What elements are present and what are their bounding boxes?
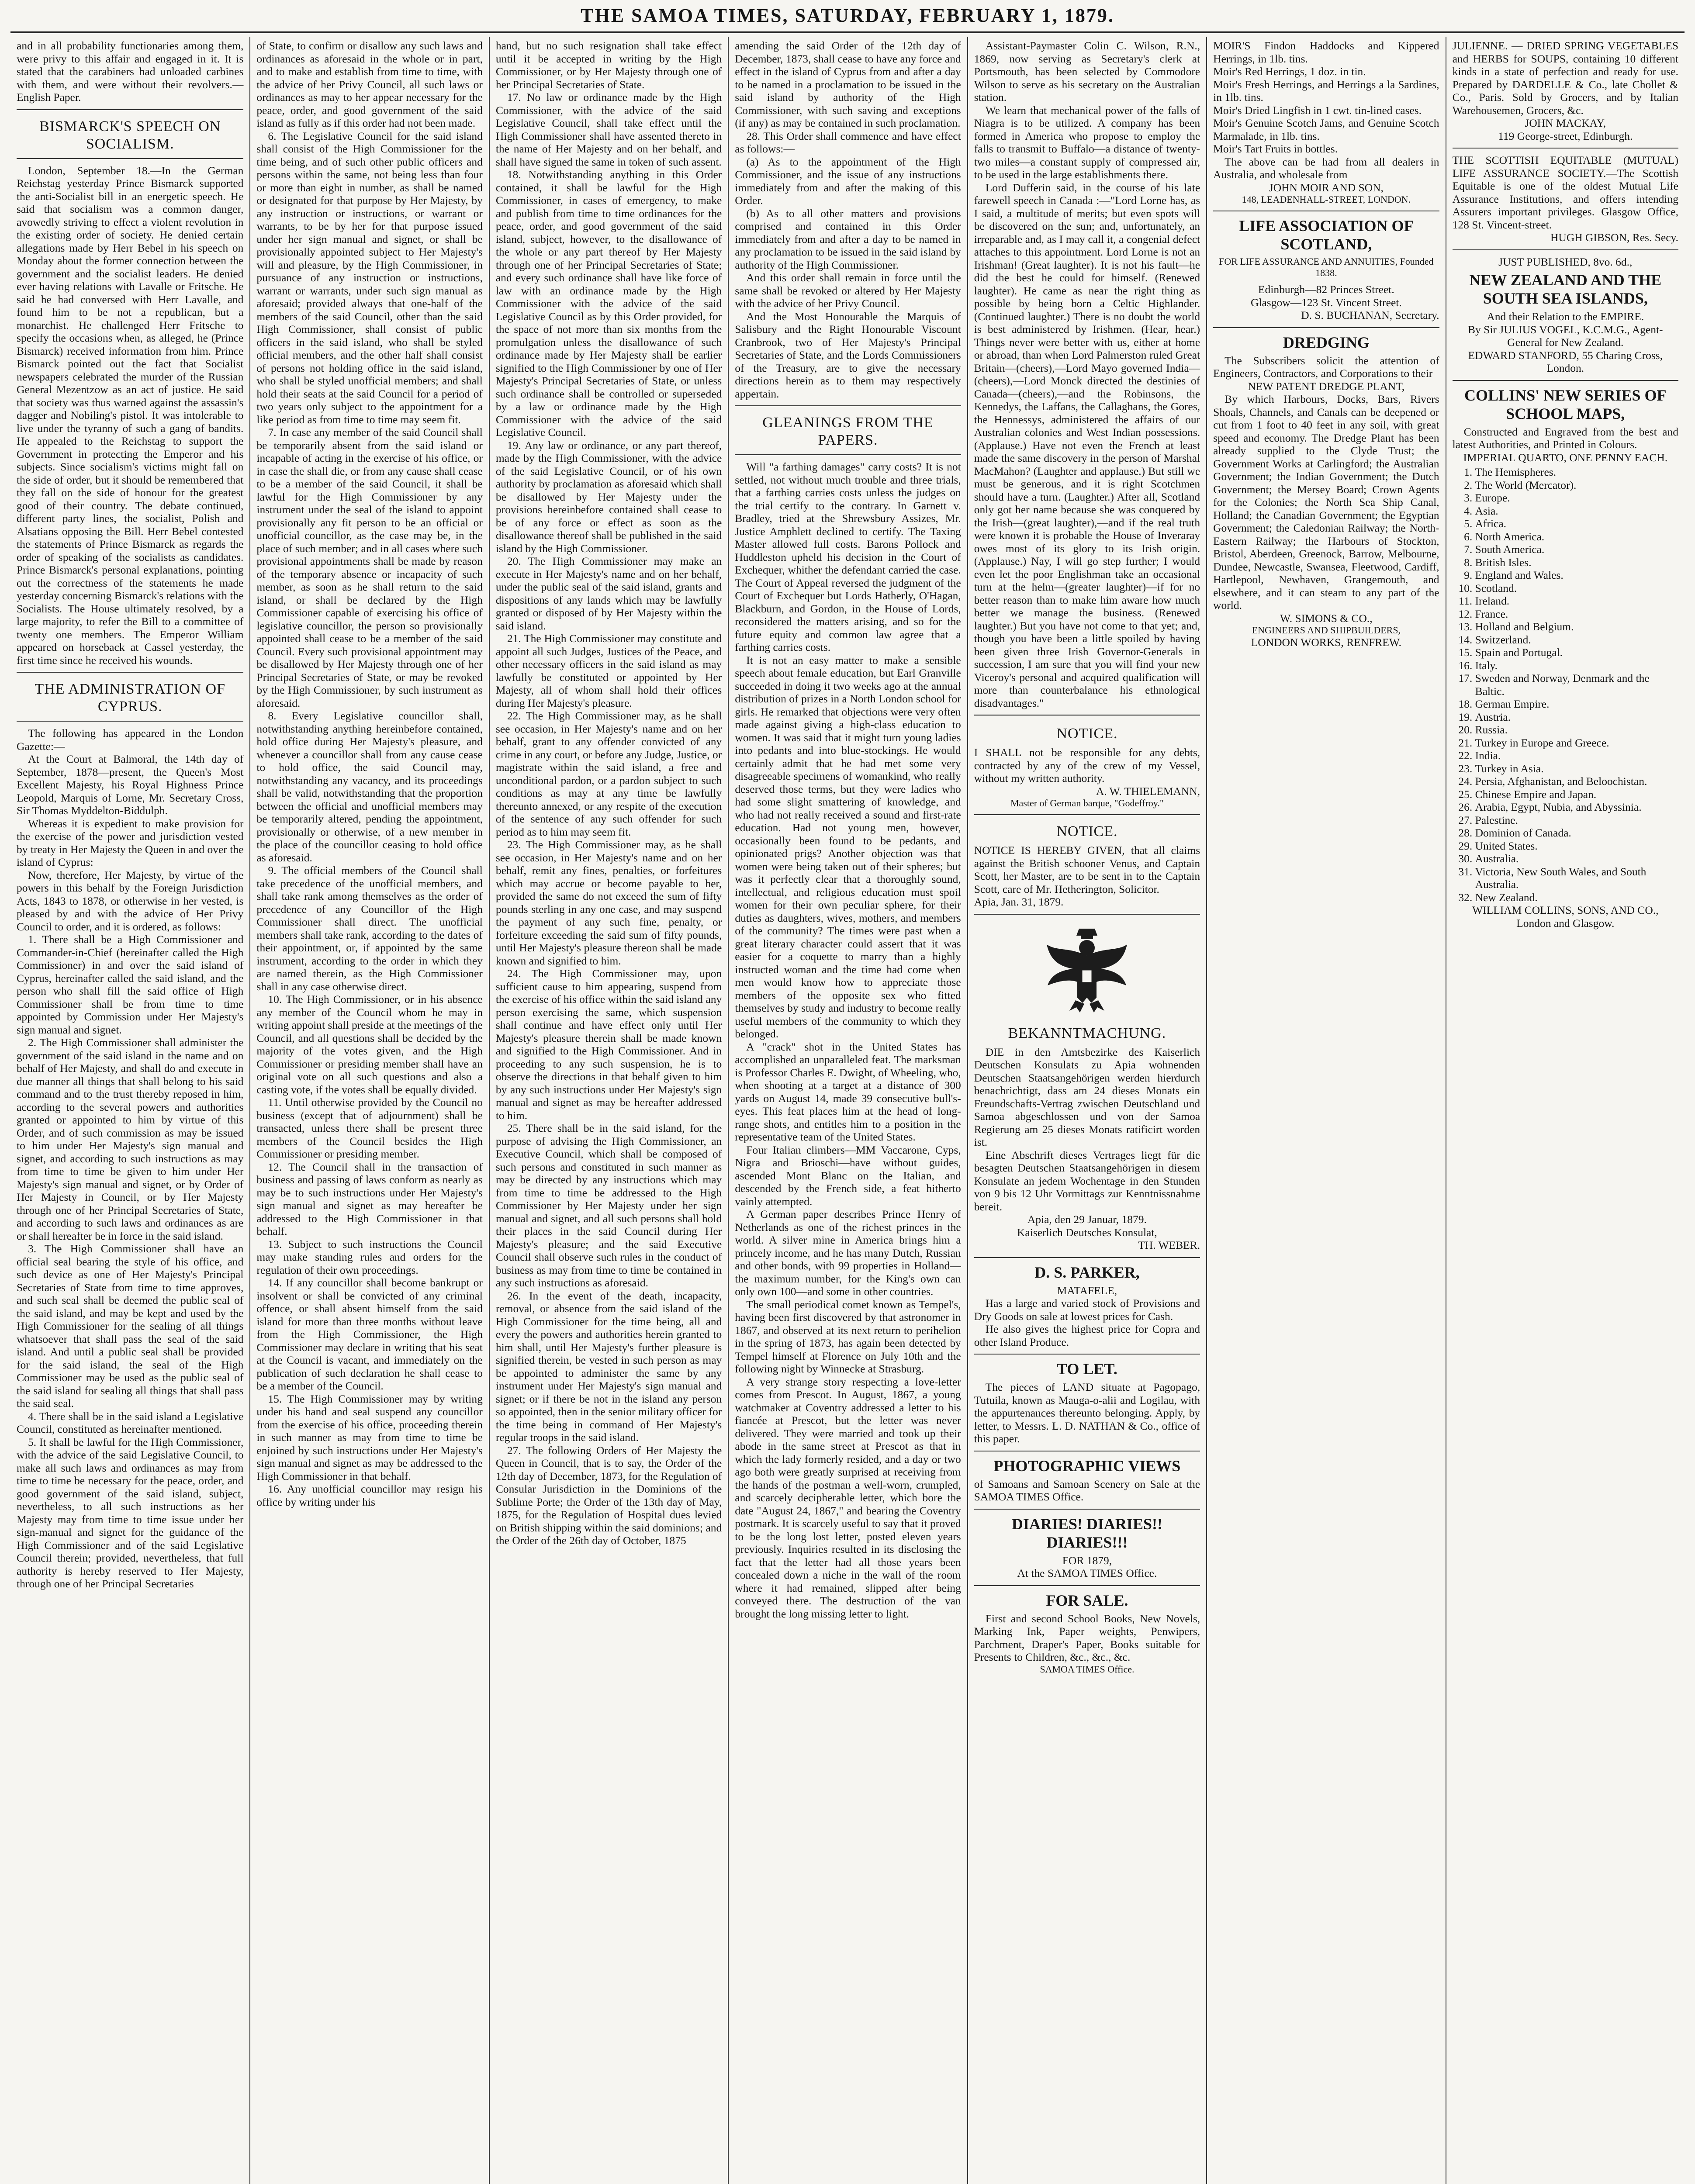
ad-heading: DIARIES! DIARIES!! DIARIES!!! <box>1011 1515 1162 1551</box>
cyprus-para: 6. The Legislative Council for the said island shall consist of the High Commissioner for the time being, and of such other public officers and persons within the same, not being less than four or more than eight in number, as shall be named or designated for that purpose by Her Majesty, by any instruction or instructions, or warrant or warrants, to be by her for that purpose issued under her sign manual and signet, or shall be provisionally appointed subject to Her Majesty's will and pleasure, by the High Commissioner, in pursuance of any instruction or instructions, warrant or warrants, under such sign manual as aforesaid; provided always that one-half of the members of the said Council, other than the said High Commissioner, shall consist of public officers in the said island, who shall be styled official members, and the other half shall consist of persons not holding office in the said island, who shall be styled unofficial members; and shall hold their seats at the said Council for a period of two years only subject to the appointment for a like period as from time to time may seem fit. <box>256 129 483 426</box>
list-item: 3. Europe. <box>1475 491 1678 505</box>
cyprus-para: 15. The High Commissioner may by writing under his hand and seal suspend any councillor from the exercise of his office, proceeding therein in such manner as may from time to time be enjoined by such instructions under Her Majesty's sign manual and signet as may be addressed to the High Commissioner in that behalf. <box>256 1392 483 1482</box>
list-item: 7. South America. <box>1475 543 1678 556</box>
ad-address: LONDON WORKS, RENFREW. <box>1251 636 1401 649</box>
ad-text: By which Harbours, Docks, Bars, Rivers Shoals, Channels, and Canals can be deepened or cut from 1 foot to 40 feet in any soil, with great speed and economy. The Dredge Plant has been already supplied to the Clyde Trust; the Government Works at Carlingford; the Australian Government; the Indian Government; the Dutch Government; the Mersey Board; Crown Agents for the Colonies; the North Sea Ship Canal, Holland; the Canadian Government; the Egyptian Government; the Caledonian Railway; the North-Eastern Railway; the Harbours of Stockton, Bristol, Aberdeen, Greenock, Barrow, Melbourne, Dundee, Newcastle, Swansea, Fleetwood, Cardiff, Hartlepool, Newhaven, Grangemouth, and elsewhere, and it can steam to any part of the world. <box>1213 393 1439 612</box>
notice-text: Eine Abschrift dieses Vertrages liegt für die besagten Deutschen Staatsangehörigen in diesem Konsulate an jedem Wochentage in den Stunden von 9 bis 12 Uhr Vormittags zur Kenntnissnahme bereit. <box>974 1148 1200 1213</box>
cyprus-para: 7. In case any member of the said Council shall be temporarily absent from the said island or incapable of acting in the exercise of his office, or in case the shall die, or from any cause shall cease to be a member of the said Council, it shall be lawful for the High Commissioner by any instrument under the seal of the island to appoint provisionally any fit person to be an official or unofficial councillor, as the case may be, in the place of such member; and in all cases where such provisional appointments shall be made by reason of the temporary absence or incapacity of such member, as soon as he shall return to the said island, or shall be declared by the High Commissioner capable of exercising his office of legislative councillor, the person so provisionally appointed shall cease to be a member of the said Council. Every such provisional appointment may be disallowed by Her Majesty through one of her Principal Secretaries of State, or may be revoked by the High Commissioner, by such instrument as aforesaid. <box>256 426 483 709</box>
ad-text: of Samoans and Samoan Scenery on Sale at the SAMOA TIMES Office. <box>974 1477 1200 1503</box>
cyprus-para: 14. If any councillor shall become bankrupt or insolvent or shall be convicted of any criminal offence, or shall absent himself from the said island for more than three months without leave from the High Commissioner, the High Commissioner may declare in writing that his seat at the Council is vacant, and immediately on the publication of such declaration he shall cease to be a member of the Council. <box>256 1276 483 1392</box>
list-item: 29. United States. <box>1475 840 1678 853</box>
divider <box>974 1509 1200 1510</box>
list-item: 32. New Zealand. <box>1475 891 1678 904</box>
cyprus-para: 28. This Order shall commence and have effect as follows:— <box>735 129 961 155</box>
divider <box>974 1585 1200 1586</box>
notice-heading: NOTICE. <box>1056 823 1118 840</box>
ad-text: The Subscribers solicit the attention of Engineers, Contractors, and Corporations to their <box>1213 354 1439 380</box>
cyprus-para: 2. The High Commissioner shall administer the government of the said island in the name and on behalf of Her Majesty, and shall do and execute in due manner all things that shall belong to his said command and to the trust thereby reposed in him, according to the several powers and authorities granted or appointed to him by virtue of this Order, and of such commission as may be issued to him under Her Majesty's sign manual and signet, and according to such instructions as may from time to time be given to him under Her Majesty's sign manual and signet, or by Order of Her Majesty in Council, or by Her Majesty through one of her Principal Secretaries of State, and according to such laws and ordinances as are or shall hereafter be in force in the said island. <box>17 1036 244 1242</box>
gleaning-item: We learn that mechanical power of the falls of Niagra is to be utilized. A company has been formed in America who propose to employ the falls to transmit to Buffalo—a distance of twenty-two miles—a constant supply of compressed air, to be used in the large establishments there. <box>974 104 1200 181</box>
ad-heading: COLLINS' NEW SERIES OF SCHOOL MAPS, <box>1464 386 1667 422</box>
gleaning-item: Assistant-Paymaster Colin C. Wilson, R.N., 1869, now serving as Secretary's clerk at Portsmouth, has been selected by Commodore Wilson to serve as his secretary on the Australian station. <box>974 39 1200 104</box>
ad-signature: SAMOA TIMES Office. <box>1040 1663 1135 1675</box>
ad-text: At the SAMOA TIMES Office. <box>1017 1567 1157 1579</box>
divider <box>735 454 961 455</box>
list-item: 22. India. <box>1475 749 1678 762</box>
list-item: 14. Switzerland. <box>1475 633 1678 646</box>
column-6 <box>1206 37 1445 2184</box>
ad-heading: JUST PUBLISHED, 8vo. 6d., <box>1498 255 1633 268</box>
gleaning-item: A German paper describes Prince Henry of Netherlands as one of the richest princes in the world. A silver mine in America brings him a princely income, and he has many Dutch, Russian and other bonds, with 99 properties in Holland—the maximum number, for the King's own can only own 100—and some in other countries. <box>735 1208 961 1298</box>
cyprus-para: And the Most Honourable the Marquis of Salisbury and the Right Honourable Viscount Cranbrook, two of Her Majesty's Principal Secretaries of State, and the Lords Commissioners of the Treasury, are to give the necessary directions herein as to them may respectively appertain. <box>735 310 961 400</box>
notice-signature: TH. WEBER. <box>1138 1239 1200 1251</box>
ad-signature: JOHN MOIR AND SON, <box>1269 181 1384 194</box>
list-item: 17. Sweden and Norway, Denmark and the Baltic. <box>1475 672 1678 698</box>
list-item: 8. British Isles. <box>1475 556 1678 569</box>
ad-text: By Sir JULIUS VOGEL, K.C.M.G., Agent-General for New Zealand. <box>1468 323 1663 349</box>
list-item: 27. Palestine. <box>1475 814 1678 827</box>
list-item: 21. Turkey in Europe and Greece. <box>1475 736 1678 750</box>
ad-text: Constructed and Engraved from the best and latest Authorities, and Printed in Colours. <box>1452 425 1678 451</box>
cyprus-para: Whereas it is expedient to make provision for the exercise of the power and jurisdiction vested by treaty in Her Majesty the Queen in and over the island of Cyprus: <box>17 817 244 868</box>
list-item: 26. Arabia, Egypt, Nubia, and Abyssinia. <box>1475 801 1678 814</box>
ad-text: Moir's Tart Fruits in bottles. <box>1213 142 1338 155</box>
ad-heading: DREDGING <box>1283 333 1370 351</box>
divider <box>1213 327 1439 328</box>
cyprus-para: 5. It shall be lawful for the High Commissioner, with the advice of the said Legislative Council, to make all such laws and ordinances as may from time to time be necessary for the peace, order, and good government of the said island, subject, nevertheless, to all such instructions as her Majesty may from time to time issue under her sign-manual and signet for the guidance of the High Commissioner and of the said Legislative Council therein; provided, nevertheless, that full authority is hereby reserved to Her Majesty, through one of her Principal Secretaries <box>17 1435 244 1590</box>
cyprus-para: 9. The official members of the Council shall take precedence of the unofficial members, and shall take rank among themselves as the order of precedence of any Councillor of the High Commissioner shall direct. The unofficial members shall take rank, according to the dates of their appointment, or, if appointed by the same instrument, according to the order in which they are named therein, as the High Commissioner shall in any case otherwise direct. <box>256 864 483 993</box>
column-1 <box>10 37 249 2184</box>
ad-text: Moir's Dried Lingfish in 1 cwt. tin-lined cases. <box>1213 104 1422 117</box>
cyprus-para: 25. There shall be in the said island, for the purpose of advising the High Commissioner, an Executive Council, which shall be composed of such persons and constituted in such manner as may be directed by any instructions which may from time to time be addressed to the High Commissioner by Her Majesty under her sign manual and signet, and all such persons shall hold their places in the said Council during Her Majesty's pleasure; and the said Executive Council shall observe such rules in the conduct of business as may from time to time be contained in any such instructions as aforesaid. <box>495 1122 722 1289</box>
gleaning-item: A very strange story respecting a love-letter comes from Prescot. In August, 1867, a young watchmaker at Coventry addressed a letter to his fiancée at Prescot, but the letter was never delivered. They were married and took up their abode in the same street at Prescot as that in which the lady formerly resided, and a day or two ago both were greatly surprised at receiving from the hands of the postman a well-worn, crumpled, and scarcely decipherable letter, which bore the date "August 24, 1867," and bearing the Coventry postmark. It is scarcely useful to say that it proved to be the long lost letter, posted eleven years previously. Inquiries resulted in its disclosing the fact that the letter had all those years been concealed down a niche in the wall of the room where it had remained, slipped after being conveyed there. The destruction of the van brought the long missing letter to light. <box>735 1375 961 1620</box>
divider <box>1453 380 1678 381</box>
column-7 <box>1446 37 1685 2184</box>
notice-date: Apia, Jan. 31, 1879. <box>974 895 1064 908</box>
list-item: 23. Turkey in Asia. <box>1475 762 1678 775</box>
cyprus-para: 8. Every Legislative councillor shall, notwithstanding anything hereinbefore contained, hold office during Her Majesty's pleasure, and whenever a councillor shall from any cause cease to hold office, the said Council may, notwithstanding any vacancy, and its proceedings shall be valid, notwithstanding that the proportion between the official and unofficial members may be temporarily altered, pending the appointment, provisionally or otherwise, of a new member in the place of the councillor ceasing to hold office as aforesaid. <box>256 709 483 864</box>
headline-bismarck: BISMARCK'S SPEECH ON SOCIALISM. <box>39 118 221 152</box>
cyprus-para: (a) As to the appointment of the High Commissioner, and the issue of any instructions immediately from and after the making of this Order. <box>735 155 961 207</box>
column-2 <box>249 37 488 2184</box>
list-item: 31. Victoria, New South Wales, and South Australia. <box>1475 865 1678 891</box>
cyprus-para: 17. No law or ordinance made by the High Commissioner, with the advice of the said Legislative Council, shall take effect until the High Commissioner shall have assented thereto in the name of Her Majesty and on her behalf, and shall have signed the same in token of such assent. <box>495 91 722 168</box>
ad-text: Moir's Genuine Scotch Jams, and Genuine Scotch Marmalade, in 1lb. tins. <box>1213 117 1439 142</box>
ad-signature: WILLIAM COLLINS, SONS, AND CO., <box>1472 904 1659 916</box>
column-5 <box>967 37 1206 2184</box>
divider <box>735 405 961 406</box>
cyprus-para: And this order shall remain in force until the same shall be revoked or altered by Her Majesty with the advice of her Privy Council. <box>735 271 961 310</box>
ad-signature: D. S. BUCHANAN, Secretary. <box>1301 309 1439 321</box>
cyprus-para: 21. The High Commissioner may constitute and appoint all such Judges, Justices of the Peace, and other necessary officers in the said island as may lawfully be constituted or appointed by Her Majesty, all of whom shall hold their offices during Her Majesty's pleasure. <box>495 632 722 709</box>
ad-heading: LIFE ASSOCIATION OF SCOTLAND, <box>1239 217 1414 253</box>
cyprus-para: 11. Until otherwise provided by the Council no business (except that of adjournment) shall be transacted, unless there shall be present three members of the Council besides the High Commissioner or presiding member. <box>256 1096 483 1160</box>
cyprus-para: 16. Any unofficial councillor may resign his office by writing under his <box>256 1482 483 1508</box>
divider <box>1453 148 1678 149</box>
ad-signature: HUGH GIBSON, Res. Secy. <box>1550 231 1678 244</box>
notice-heading: BEKANNTMACHUNG. <box>1008 1025 1166 1041</box>
ad-text: Moir's Red Herrings, 1 doz. in tin. <box>1213 65 1366 78</box>
ad-text: JULIENNE. — DRIED SPRING VEGETABLES and HERBS for SOUPS, containing 10 different kinds in a state of perfection and ready for use. Prepared by DARDELLE & Co., late Chollet & Co., Paris. Sold by Grocers, and by Italian Warehousemen, Grocers, &c. <box>1452 39 1678 117</box>
cyprus-para: Now, therefore, Her Majesty, by virtue of the powers in this behalf by the Foreign Jurisdiction Acts, 1843 to 1878, or otherwise in her vested, is pleased by and with the advice of Her Privy Council to order, and it is ordered, as follows: <box>17 868 244 933</box>
ad-address: London and Glasgow. <box>1516 916 1615 930</box>
divider <box>974 715 1200 717</box>
ad-heading: PHOTOGRAPHIC VIEWS <box>993 1457 1181 1475</box>
masthead-rule <box>10 31 1685 33</box>
cyprus-para: 12. The Council shall in the transaction of business and passing of laws conform as nearly as may be to such instructions under Her Majesty's sign manual and signet as may hereafter be addressed to the High Commissioner in that behalf. <box>256 1160 483 1237</box>
cyprus-para: 23. The High Commissioner may, as he shall see occasion, in Her Majesty's name and on her behalf, remit any fines, penalties, or forfeitures which may accrue or become payable to her, provided the same do not exceed the sum of fifty pounds sterling in any one case, and may suspend the payment of any such fine, penalty, or forfeiture exceeding the said sum of fifty pounds, until Her Majesty's pleasure thereon shall be made known and signified to him. <box>495 838 722 967</box>
ad-subheading: FOR LIFE ASSURANCE AND ANNUITIES, Founded 1838. <box>1219 256 1434 278</box>
ad-heading: D. S. PARKER, <box>1034 1263 1140 1281</box>
notice-signature: Kaiserlich Deutsches Konsulat, <box>1017 1226 1157 1239</box>
divider <box>17 672 243 673</box>
cyprus-para: 3. The High Commissioner shall have an official seal bearing the style of his office, and such device as one of Her Majesty's Principal Secretaries of State from time to time approves, and such seal shall be deemed the public seal of the said island, and may be kept and used by the High Commissioner for the sealing of all things whatsoever that shall pass the seal of the said island. And until a public seal shall be provided for the said island, the seal of the High Commissioner may be used as the public seal of the said island for sealing all things that shall pass the said seal. <box>17 1242 244 1410</box>
ad-text: Has a large and varied stock of Provisions and Dry Goods on sale at lowest prices for Cash. <box>974 1297 1200 1323</box>
ad-subheading: MATAFELE, <box>1057 1284 1117 1297</box>
ad-signature: W. SIMONS & CO., <box>1280 612 1373 625</box>
list-item: 6. North America. <box>1475 530 1678 543</box>
list-item: 16. Italy. <box>1475 659 1678 672</box>
cyprus-para: 13. Subject to such instructions the Council may make standing rules and orders for the regulation of their own proceedings. <box>256 1237 483 1276</box>
ad-address: 148, LEADENHALL-STREET, LONDON. <box>1242 194 1411 205</box>
ad-signature: JOHN MACKAY, <box>1525 117 1606 129</box>
ad-subheading: NEW PATENT DREDGE PLANT, <box>1248 380 1405 393</box>
gleaning-item: A "crack" shot in the United States has accomplished an unparalleled feat. The marksman is Professor Charles E. Dwight, of Wheeling, who, when shooting at a target at a distance of 300 yards on August 14, made 39 consecutive bull's-eyes. This feat places him at the head of long-range shots, and entitles him to a position in the representative team of the United States. <box>735 1040 961 1143</box>
list-item: 10. Scotland. <box>1475 582 1678 595</box>
cyprus-para: 10. The High Commissioner, or in his absence any member of the Council whom he may in writing appoint shall preside at the meetings of the Council, and all questions shall be decided by the majority of the votes given, and the High Commissioner or presiding member shall have an original vote on all such questions and also a casting vote, if the votes shall be equally divided. <box>256 993 483 1096</box>
ad-text: First and second School Books, New Novels, Marking Ink, Paper weights, Penwipers, Parchment, Draper's Paper, Books suitable for Presents to Children, &c., &c., &c. <box>974 1612 1200 1663</box>
map-list <box>1453 466 1678 904</box>
article-bismarck: London, September 18.—In the German Reichstag yesterday Prince Bismarck supported the anti-Socialist bill in an energetic speech. He said that socialism was a common danger, avowedly striving to effect a violent revolution in the existing order of society. He denied certain allegations made by Herr Bebel in his speech on Monday about the former connection between the government and the socialist leaders. He denied ever having relations with Lavalle or Fritsche. He said he had conversed with Herr Lavalle, and found him to be not a republican, but a monarchist. He challenged Herr Fritsche to specify the occasions when, as alleged, he (Prince Bismarck) received information from him. Prince Bismarck pointed out the fact that Socialist newspapers celebrated the murder of the Russian General Mezentzow as an act of justice. He said that society was thus warned against the assassin's dagger and Nobiling's pistol. It was intolerable to live under the tyranny of such a gang of bandits. He appealed to the Reichstag to support the Government in protecting the Emperor and his subjects. Since socialism's victims might fall on the side of order, but it should be remembered that they fall on the side of honour for the greatest good of their country. The debate continued, different party lines, the socialist, Polish and Alsatians opposing the Bill. Herr Bebel contested the statements of Prince Bismarck as regards the order of speaking of the socialists as candidates. Prince Bismarck's personal explanations, pointing out the correctness of the statements he made yesterday concerning Bismarck's relations with the Socialists. The House ultimately resolved, by a large majority, to refer the Bill to a committee of twenty one members. The Emperor William appeared on horseback at Cassel yesterday, the first time since he received his wounds. <box>17 164 244 667</box>
columns <box>10 37 1685 2184</box>
ad-subheading: FOR 1879, <box>1062 1554 1112 1567</box>
divider <box>974 1257 1200 1258</box>
ad-address: 119 George-street, Edinburgh. <box>1498 129 1633 142</box>
gleaning-item: Will "a farthing damages" carry costs? It is not settled, not without much trouble and three trials, that a farthing carries costs unless the judges on the trial certify to the contrary. In Garnett v. Bradley, tried at the Shrewsbury Assizes, Mr. Justice Amphlett declined to certify. The Taxing Master allowed full costs. Barons Pollock and Huddleston upheld his decision in the Court of Exchequer, whither the defendant carried the case. The Court of Appeal reversed the judgment of the Court of Exchequer but Lords Hatherly, O'Hagan, Blackburn, and Gordon, in the House of Lords, reconsidered the matters arising, and so for the future equity and common law agree that a farthing carries costs. <box>735 460 961 653</box>
ad-heading: NEW ZEALAND AND THE SOUTH SEA ISLANDS, <box>1469 271 1662 307</box>
notice-text: DIE in den Amtsbezirke des Kaiserlich Deutschen Konsulats zu Apia wohnenden Deutschen Staatsangehörigen werden hierdurch benachrichtigt, dass am 24 dieses Monats ein Freundschafts-Vertrag zwischen Deutschland und Samoa abgeschlossen und von der Samoa Regierung am 25 dieses Monats ratificirt worden ist. <box>974 1045 1200 1148</box>
ad-text: MOIR'S Findon Haddocks and Kippered Herrings, in 1lb. tins. <box>1213 39 1439 65</box>
gleaning-item: It is not an easy matter to make a sensible speech about female education, but Earl Granville succeeded in doing it two weeks ago at the annual distribution of prizes in a North London school for girls. He remarked that objections were very often made against giving a high-class education to women. It was said that it might turn young ladies into pedants and into blue-stockings. He would certainly admit that he had met some very disagreeable specimens of womankind, who really deserved those terms, but they were ladies who had some slight smattering of knowledge, and who had not really received a sound and first-rate education. Had not young men, however, occasionally been found to be pedants, and opinionated prigs? Another objection was that women were being taken out of their spheres; but was it perfectly clear that a thoroughly sound, intellectual, and religious education must spoil women for their own peculiar sphere, for their duties as daughters, wives, mothers, and members of the community? The times were past when a great literary character could assert that it was easier for a coquette to marry than a highly instructed woman and the time had come when men would know how to appreciate those members of the opposite sex who fitted themselves by study and industry to become really useful members of the community to which they belonged. <box>735 653 961 1040</box>
cyprus-para: 20. The High Commissioner may make an execute in Her Majesty's name and on her behalf, under the public seal of the said island, grants and dispositions of any lands which may be lawfully granted or disposed of by Her Majesty within the said island. <box>495 555 722 632</box>
ad-heading: FOR SALE. <box>1046 1591 1128 1609</box>
list-item: 18. German Empire. <box>1475 698 1678 711</box>
divider <box>1453 249 1678 250</box>
ad-text: THE SCOTTISH EQUITABLE (MUTUAL) LIFE ASSURANCE SOCIETY.—The Scottish Equitable is one of the oldest Mutual Life Assurance Institutions, and offers intending Assurers important privileges. Glasgow Office, 128 St. Vincent-street. <box>1452 154 1678 231</box>
list-item: 2. The World (Mercator). <box>1475 479 1678 492</box>
list-item: 13. Holland and Belgium. <box>1475 620 1678 633</box>
ad-signature: ENGINEERS AND SHIPBUILDERS, <box>1252 625 1401 636</box>
divider <box>974 914 1200 915</box>
ad-text: The above can be had from all dealers in Australia, and wholesale from <box>1213 155 1439 181</box>
cyprus-para: At the Court at Balmoral, the 14th day of September, 1878—present, the Queen's Most Excellent Majesty, his Royal Highness Prince Leopold, Marquis of Lorne, Mr. Secretary Cross, Sir Thomas Myddelton-Biddulph. <box>17 753 244 817</box>
column-4 <box>728 37 967 2184</box>
list-item: 20. Russia. <box>1475 723 1678 736</box>
notice-signature-role: Master of German barque, "Godeffroy." <box>1010 798 1164 809</box>
ad-address: Glasgow—123 St. Vincent Street. <box>1250 296 1402 309</box>
cyprus-para: of State, to confirm or disallow any such laws and ordinances as aforesaid in the whole or in part, and to make and establish from time to time, with the advice of her Privy Council, all such laws or ordinances as may to her appear necessary for the peace, order, and good government of the said island as fully as if this order had not been made. <box>256 39 483 129</box>
cyprus-para: (b) As to all other matters and provisions comprised and contained in this Order immediately from and after a day to be named in any proclamation to be issued in the said island by authority of the High Commissioner. <box>735 207 961 271</box>
ad-text: And their Relation to the EMPIRE. <box>1487 310 1644 323</box>
list-item: 1. The Hemispheres. <box>1475 466 1678 479</box>
cyprus-para: 26. In the event of the death, incapacity, removal, or absence from the said island of the High Commissioner for the time being, all and every the powers and authorities herein granted to him shall, until Her Majesty's further pleasure is signified therein, be vested in such person as may be appointed to administer the same by any instrument under Her Majesty's sign manual and signet; or if there be not in the island any person so appointed, then in the senior military officer for the time being in command of Her Majesty's regular troops in the said island. <box>495 1289 722 1444</box>
gleaning-item: Lord Dufferin said, in the course of his late farewell speech in Canada :—"Lord Lorne has, as I said, a multitude of merits; but even spots will be discovered on the sun; and, unfortunately, an irreparable and, as I may call it, a congenial defect attaches to this appointment. Lord Lorne is not an Irishman! (Great laughter). It is not his fault—he did the best he could for himself. (Renewed laughter). He came as near the right thing as possible by being born a Celtic Highlander. (Continued laughter.) There is no doubt the world is best administered by Irishmen. (Hear, hear.) Things never were better with us, either at home or abroad, than when Lord Palmerston ruled Great Britain—(cheers),—Lord Mayo governed India—(cheers),—Lord Monck directed the destinies of Canada—(cheers),—and the Robinsons, the Kennedys, the Laffans, the Callaghans, the Gores, the Hennessys, administered the affairs of our Australian colonies and West Indian possessions. (Applause.) Have not even the French at least made the same discovery in the person of Marshal MacMahon? (Laughter and applause.) But still we must be generous, and it is right Scotchmen should have a turn. (Laughter.) After all, Scotland only got her name because she was conquered by the Irish—(great laughter),—and if the real truth were known it is probable the House of Inveraray owes most of its glory to its Irish origin. (Applause.) Nay, I will go step further; I would even let the poor Englishman take an occasional turn at the helm—(greater laughter)—if for no better reason than to make him aware how much better we manage the business. (Renewed laughter.) But you have not come to that yet; and, though you have been a little spoiled by having been given three Irish Governor-Generals in succession, I am sure that you will find your new Viceroy's personal and acquired qualification will more than counterbalance his ethnological disadvantages." <box>974 181 1200 709</box>
column-3 <box>489 37 728 2184</box>
masthead-title: THE SAMOA TIMES, SATURDAY, FEBRUARY 1, 1879. <box>581 5 1114 26</box>
list-item: 24. Persia, Afghanistan, and Beloochistan. <box>1475 775 1678 788</box>
article-continuation: and in all probability functionaries among them, were privy to this affair and engaged in it. It is stated that the carabiners had unloaded carbines with them, and were without their revolvers.—English Paper. <box>17 39 244 104</box>
cyprus-para: 18. Notwithstanding anything in this Order contained, it shall be lawful for the High Commissioner, in cases of emergency, to make and publish from time to time ordinances for the peace, order, and good government of the said island, subject, however, to the disallowance of the whole or any part thereof by Her Majesty through one of her Principal Secretaries of State; and every such ordinance shall have like force of law with an ordinance made by the High Commissioner with the advice of the said Legislative Council as by this Order provided, for the space of not more than six months from the promulgation unless the disallowance of such ordinance made by Her Majesty shall be earlier signified to the High Commissioner by one of Her Majesty's Principal Secretaries of State, or unless such ordinance shall be controlled or superseded by a law or ordinance made by the High Commissioner with the advice of the said Legislative Council. <box>495 168 722 439</box>
cyprus-para: 27. The following Orders of Her Majesty the Queen in Council, that is to say, the Order of the 12th day of December, 1873, for the Regulation of Consular Jurisdiction in the Dominions of the Sublime Porte; the Order of the 13th day of May, 1875, for the Regulation of Hospital dues levied on British shipping within the said dominions; and the Order of the 26th day of October, 1875 <box>495 1444 722 1547</box>
list-item: 5. Africa. <box>1475 517 1678 530</box>
list-item: 4. Asia. <box>1475 505 1678 518</box>
gleaning-item: Four Italian climbers—MM Vaccarone, Cyps, Nigra and Brioschi—have without guides, ascended Mont Blanc on the Italian, and descended by the French side, a feat hitherto vainly attempted. <box>735 1143 961 1208</box>
ad-heading: TO LET. <box>1057 1360 1117 1378</box>
list-item: 28. Dominion of Canada. <box>1475 826 1678 840</box>
cyprus-para: hand, but no such resignation shall take effect until it be accepted in writing by the High Commissioner, or by Her Majesty through one of her Principal Secretaries of State. <box>495 39 722 91</box>
notice-signature: A. W. THIELEMANN, <box>1096 784 1200 798</box>
cyprus-para: 22. The High Commissioner may, as he shall see occasion, in Her Majesty's name and on her behalf, grant to any offender convicted of any crime in any court, or before any Judge, Justice, or magistrate within the said island, a free and unconditional pardon, or a pardon subject to such conditions as may at any time be lawfully thereunto annexed, or any respite of the execution of the sentence of any such offender for such period as to him may seem fit. <box>495 709 722 838</box>
list-item: 15. Spain and Portugal. <box>1475 646 1678 659</box>
ad-text: He also gives the highest price for Copra and other Island Produce. <box>974 1323 1200 1348</box>
divider <box>17 158 243 159</box>
list-item: 12. France. <box>1475 608 1678 621</box>
cyprus-para: 19. Any law or ordinance, or any part thereof, made by the High Commissioner, with the advice of the said Legislative Council, or of his own authority by proclamation as aforesaid which shall be disallowed by Her Majesty under the provisions hereinbefore contained shall cease to be of any force or effect as soon as the disallowance thereof shall be published in the said island by the High Commissioner. <box>495 439 722 555</box>
notice-heading: NOTICE. <box>1056 726 1118 742</box>
cyprus-para: The following has appeared in the London Gazette:— <box>17 727 244 753</box>
headline-gleanings: GLEANINGS FROM THE PAPERS. <box>762 415 934 448</box>
cyprus-para: 1. There shall be a High Commissioner and Commander-in-Chief (hereinafter called the High Commissioner) in and over the said island of Cyprus, hereinafter called the said island, and the person who shall fill the said office of High Commissioner shall be from time to time appointed by Commission under Her Majesty's sign manual and signet. <box>17 933 244 1036</box>
headline-cyprus: THE ADMINISTRATION OF CYPRUS. <box>35 681 225 715</box>
cyprus-para: 4. There shall be in the said island a Legislative Council, constituted as hereinafter mentioned. <box>17 1410 244 1435</box>
cyprus-para: amending the said Order of the 12th day of December, 1873, shall cease to have any force and effect in the island of Cyprus from and after a day to be named in a proclamation to be issued in the said island by authority of the High Commissioner, with such saving and exceptions (if any) as may be contained in such proclamation. <box>735 39 961 129</box>
list-item: 30. Australia. <box>1475 852 1678 865</box>
cyprus-para: 24. The High Commissioner may, upon sufficient cause to him appearing, suspend from the exercise of his office within the said island any person exercising the same, which suspension shall continue and have effect only until Her Majesty's pleasure therein shall be made known and signified to the High Commissioner. And in proceeding to any such suspension, he is to observe the directions in that behalf given to him by any such instructions under Her Majesty's sign manual and signet as may be hereafter addressed to him. <box>495 967 722 1122</box>
ad-text: Moir's Fresh Herrings, and Herrings a la Sardines, in 1lb. tins. <box>1213 78 1439 104</box>
list-item: 9. England and Wales. <box>1475 569 1678 582</box>
divider <box>974 814 1200 815</box>
divider <box>974 1354 1200 1355</box>
list-item: 19. Austria. <box>1475 711 1678 724</box>
divider <box>17 721 243 722</box>
ad-signature: EDWARD STANFORD, 55 Charing Cross, London. <box>1468 349 1663 374</box>
divider <box>17 109 243 110</box>
ad-subheading: IMPERIAL QUARTO, ONE PENNY EACH. <box>1463 451 1668 464</box>
notice-date: Apia, den 29 Januar, 1879. <box>1027 1213 1147 1226</box>
list-item: 25. Chinese Empire and Japan. <box>1475 788 1678 801</box>
ad-text: The pieces of LAND situate at Pagopago, Tutuila, known as Mauga-o-alii and Logilau, with the appurtenances thereunto belonging. Apply, by letter, to Messrs. L. D. NATHAN & Co., office of this paper. <box>974 1381 1200 1445</box>
ad-address: Edinburgh—82 Princes Street. <box>1258 283 1394 296</box>
imperial-eagle-emblem <box>1039 921 1135 1017</box>
notice-text: NOTICE IS HEREBY GIVEN, that all claims against the British schooner Venus, and Captain Scott, her Master, are to be sent in to the Captain Scott, care of Mr. Hetherington, Solicitor. <box>974 844 1200 895</box>
gleaning-item: The small periodical comet known as Tempel's, having been first discovered by that astronomer in 1867, and observed at its next return to perihelion in the spring of 1873, has again been detected by Tempel himself at Florence on July 10th and the following night by Winnecke at Strasburg. <box>735 1298 961 1375</box>
list-item: 11. Ireland. <box>1475 594 1678 608</box>
notice-text: I SHALL not be responsible for any debts, contracted by any of the crew of my Vessel, without my written authority. <box>974 746 1200 784</box>
